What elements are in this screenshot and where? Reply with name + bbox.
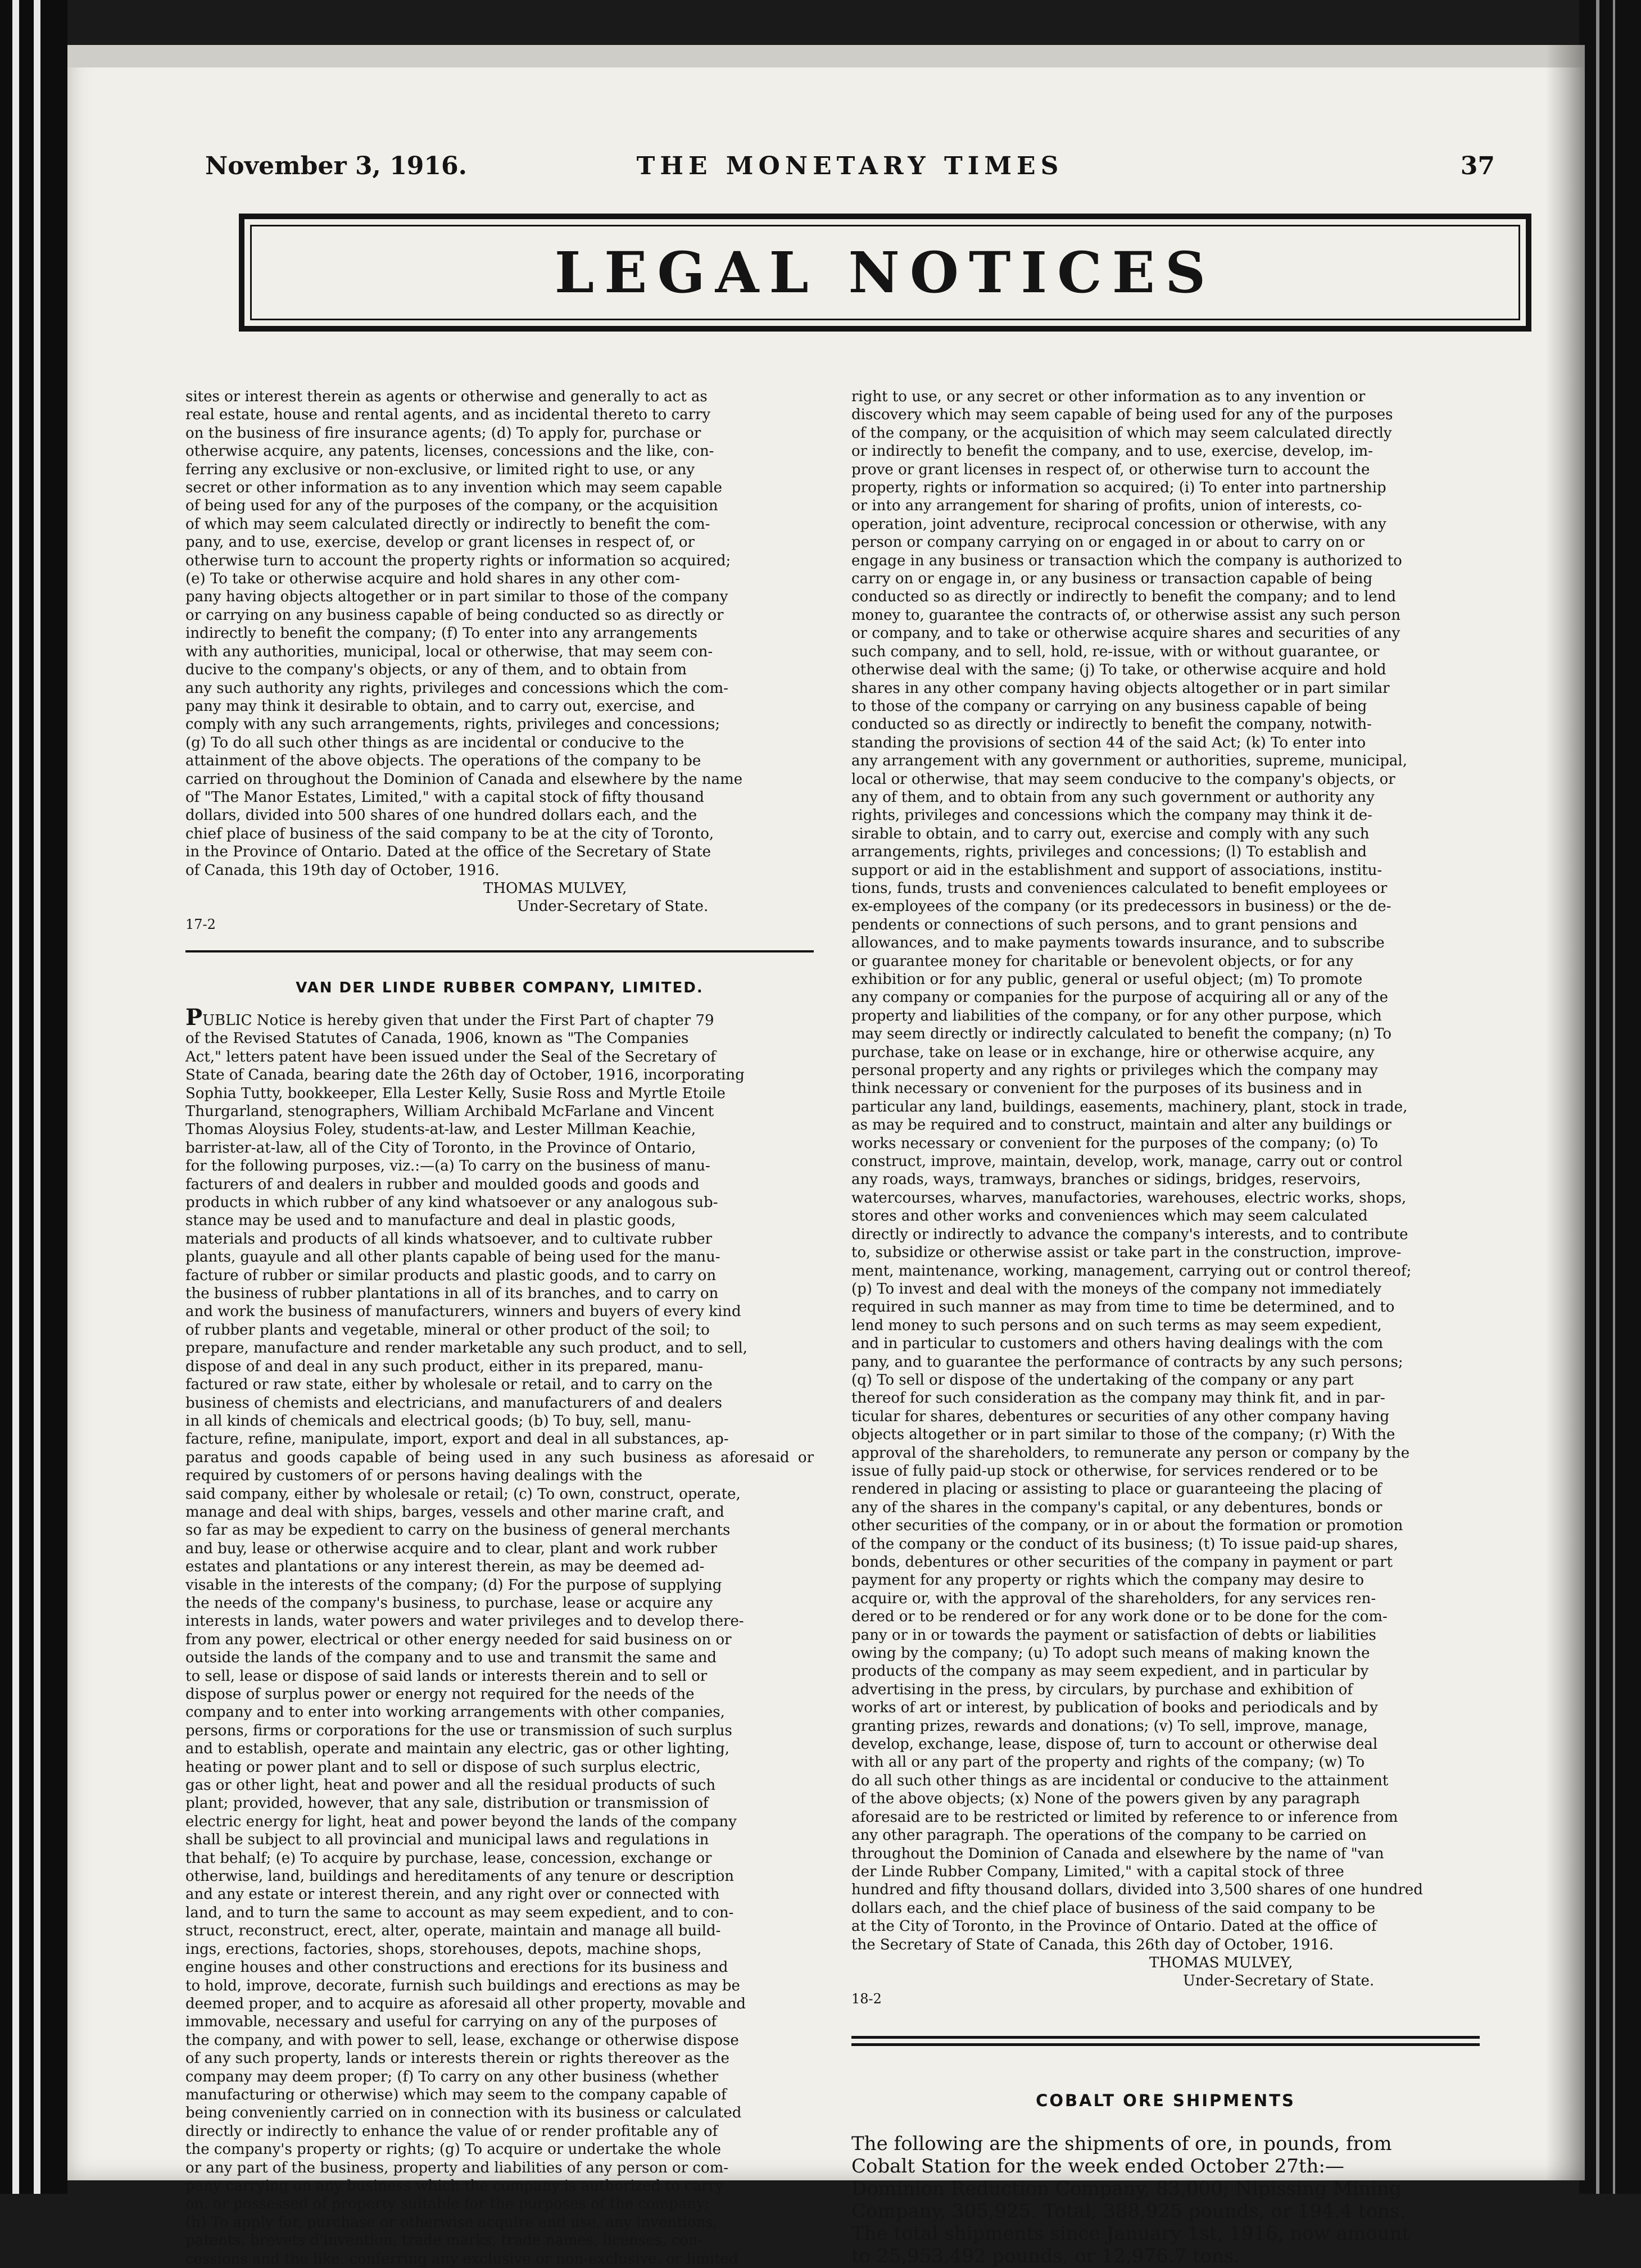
article-body-text: The following are the shipments of ore, in pounds, from Cobalt Station for the week ended October 27th:— Dominion Reduction Company, 83,000; Nipissing Mining Company, 305,925. Total, 388,925 pounds, or 194.4 tons. The total shipments since January 1st, 1916, now amount to 25,953,492 pounds, or 12,976.7 tons. xyxy=(851,2132,1410,2267)
notice-body-text: PUBLIC Notice is hereby given that under the First Part of chapter 79 of the Revised Statutes of Canada, 1906, known as "The Companies Act," letters patent have been issued under the Seal of the Secretary of State of Canada, bearing date the 26th day of October, 1916, incorporating Sophia Tutty, bookkeeper, Ella Lester Kelly, Susie Ross and Myrtle Etoile Thurgarland, stenographers, William Archibald McFarlane and Vincent Thomas Aloysius Foley, students-at-law, and Lester Millman Keachie, barrister-at-law, all of the City of Toronto, in the Province of Ontario, for the following purposes, viz.:—(a) To carry on the business of manu- facturers of and dealers in rubber and moulded goods and goods and products in which rubber of any kind whatsoever or any analogous sub- stance may be used and to manufacture and deal in plastic goods, materials and products of all kinds whatsoever, and to cultivate rubber plants, guayule and all other plants capable of being used for the manu- facture of rubber or similar products and plastic goods, and to carry on the business of rubber plantations in all of its branches, and to carry on and work the business of manufacturers, winners and buyers of every kind of rubber plants and vegetable, mineral or other product of the soil; to prepare, manufacture and render marketable any such product, and to sell, dispose of and deal in any such product, either in its prepared, manu- factured or raw state, either by wholesale or retail, and to carry on the business of chemists and electricians, and manufacturers of and dealers in all kinds of chemicals and electrical goods; (b) To buy, sell, manu- facture, refine, manipulate, import, export and deal in all substances, ap- paratus and goods capable of being used in any such business as aforesaid or required by customers of or persons having dealings with the said company, either by wholesale or retail; (c) To own, construct, operate, manage and deal with ships, barges, vessels and other marine craft, and so far as may be expedient to carry on the business of general merchants and buy, lease or otherwise acquire and to clear, plant and work rubber estates and plantations or any interest therein, as may be deemed ad- visable in the interests of the company; (d) For the purpose of supplying the needs of the company's business, to purchase, lease or acquire any interests in lands, water powers and water privileges and to develop there- from any power, electrical or other energy needed for said business on or outside the lands of the company and to use and transmit the same and to sell, lease or dispose of said lands or interests therein and to sell or dispose of surplus power or energy not required for the needs of the company and to enter into working arrangements with other companies, persons, firms or corporations for the use or transmission of such surplus and to establish, operate and maintain any electric, gas or other lighting, heating or power plant and to sell or dispose of such surplus electric, gas or other light, heat and power and all the residual products of such plant; provided, however, that any sale, distribution or transmission of electric energy for light, heat and power beyond the lands of the company shall be subject to all provincial and municipal laws and regulations in that behalf; (e) To acquire by purchase, lease, concession, exchange or otherwise, land, buildings and hereditaments of any tenure or description and any estate or interest therein, and any right over or connected with land, and to turn the same to account as may seem expedient, and to con- struct, reconstruct, erect, alter, operate, maintain and manage all build- ings, erections, factories, shops, storehouses, depots, machine shops, engine houses and other constructions and erections for its business and to hold, improve, decorate, furnish such buildings and erections as may be deemed proper, and to acquire as aforesaid all other property, movable and immovable, necessary and useful for carrying on any of the purposes of the company, and with power to sell, lease, exchange or otherwise dispose of any such property, lands or interests therein or rights thereover as the company may deem proper; (f) To carry on any other business (whether manufacturing or otherwise) which may seem to the company capable of being conveniently carried on in connection with its business or calculated directly or indirectly to enhance the value of or render profitable any of the company's property or rights; (g) To acquire or undertake the whole or any part of the business, property and liabilities of any person or com- pany carrying on any business which the company is authorized to carry on, or possessed of property suitable for the purposes of the company; (h) To apply for, purchase or otherwise acquire and use, any inventions, patents, brevets d'invention, trade marks, trade names, licenses, con- cessions and the like, conferring any exclusive or non-exclusive, or limited xyxy=(185,1004,814,2267)
signature-block xyxy=(851,1954,1480,2008)
section-banner xyxy=(239,214,1531,332)
right-column xyxy=(851,388,1480,2267)
binding-stripe xyxy=(1613,0,1615,2194)
notice-reference: 17-2 xyxy=(185,916,216,932)
signature-name: THOMAS MULVEY, xyxy=(1149,1954,1293,1971)
binding-stripe xyxy=(1596,0,1599,2194)
newspaper-page xyxy=(67,45,1585,2267)
issue-date: November 3, 1916. xyxy=(205,152,467,180)
signature-title: Under-Secretary of State. xyxy=(517,897,709,915)
divider-rule xyxy=(185,950,814,952)
book-binding-left xyxy=(0,0,67,2194)
page-gutter-shadow xyxy=(1545,45,1585,2180)
page-number: 37 xyxy=(1460,152,1495,180)
binding-stripe xyxy=(34,0,40,2194)
notice-continued-text: sites or interest therein as agents or otherwise and generally to act as real estate, house and rental agents, and as incidental thereto to carry on the business of fire insurance agents; (d) To apply for, purchase or otherwise acquire, any patents, licenses, concessions and the like, con- ferring any exclusive or non-exclusive, or limited right to use, or any secret or other information as to any invention which may seem capable of being used for any of the purposes of the company, or the acquisition of which may seem calculated directly or indirectly to benefit the com- pany, and to use, exercise, develop or grant licenses in respect of, or otherwise turn to account the property rights or information so acquired; (e) To take or otherwise acquire and hold shares in any other com- pany having objects altogether or in part similar to those of the company or carrying on any business capable of being conducted so as directly or indirectly to benefit the company; (f) To enter into any arrangements with any authorities, municipal, local or otherwise, that may seem con- ducive to the company's objects, or any of them, and to obtain from any such authority any rights, privileges and concessions which the com- pany may think it desirable to obtain, and to carry out, exercise, and comply with any such arrangements, rights, privileges and concessions; (g) To do all such other things as are incidental or conducive to the attainment of the above objects. The operations of the company to be carried on throughout the Dominion of Canada and elsewhere by the name of "The Manor Estates, Limited," with a capital stock of fifty thousand dollars, divided into 500 shares of one hundred dollars each, and the chief place of business of the said company to be at the city of Toronto, in the Province of Ontario. Dated at the office of the Secretary of State of Canada, this 19th day of October, 1916. xyxy=(185,388,743,879)
signature-block xyxy=(185,879,814,933)
section-title: LEGAL NOTICES xyxy=(554,239,1216,306)
article-heading: COBALT ORE SHIPMENTS xyxy=(1036,2090,1295,2110)
double-divider-rule xyxy=(851,2036,1480,2046)
signature-name: THOMAS MULVEY, xyxy=(483,879,627,897)
book-binding-right xyxy=(1579,0,1641,2194)
banner-inner-frame xyxy=(250,225,1520,320)
page-top-edge xyxy=(67,45,1585,67)
left-column xyxy=(185,388,814,2268)
notice-continued-text: right to use, or any secret or other information as to any invention or discovery which may seem capable of being used for any of the purposes of the company, or the acquisition of which may seem calculated directly or indirectly to benefit the company, and to use, exercise, develop, im- prove or grant licenses in respect of, or otherwise turn to account the property, rights or information so acquired; (i) To enter into partnership or into any arrangement for sharing of profits, union of interests, co- operation, joint adventure, reciprocal concession or otherwise, with any person or company carrying on or engaged in or about to carry on or engage in any business or transaction which the company is authorized to carry on or engage in, or any business or transaction capable of being conducted so as directly or indirectly to benefit the company; and to lend money to, guarantee the contracts of, or otherwise assist any such person or company, and to take or otherwise acquire shares and securities of any such company, and to sell, hold, re-issue, with or without guarantee, or otherwise deal with the same; (j) To take, or otherwise acquire and hold shares in any other company having objects altogether or in part similar to those of the company or carrying on any business capable of being conducted so as directly or indirectly to benefit the company, notwith- standing the provisions of section 44 of the said Act; (k) To enter into any arrangement with any government or authorities, supreme, municipal, local or otherwise, that may seem conducive to the company's objects, or any of them, and to obtain from any such government or authority any rights, privileges and concessions which the company may think it de- sirable to obtain, and to carry out, exercise and comply with any such arrangements, rights, privileges and concessions; (l) To establish and support or aid in the establishment and support of associations, institu- tions, funds, trusts and conveniences calculated to benefit employees or ex-employees of the company (or its predecessors in business) or the de- pendents or connections of such persons, and to grant pensions and allowances, and to make payments towards insurance, and to subscribe or guarantee money for charitable or benevolent objects, or for any exhibition or for any public, general or useful object; (m) To promote any company or companies for the purpose of acquiring all or any of the property and liabilities of the company, or for any other purpose, which may seem directly or indirectly calculated to benefit the company; (n) To purchase, take on lease or in exchange, hire or otherwise acquire, any personal property and any rights or privileges which the company may think necessary or convenient for the purposes of its business and in particular any land, buildings, easements, machinery, plant, stock in trade, as may be required and to construct, maintain and alter any buildings or works necessary or convenient for the purposes of the company; (o) To construct, improve, maintain, develop, work, manage, carry out or control any roads, ways, tramways, branches or sidings, bridges, reservoirs, watercourses, wharves, manufactories, warehouses, electric works, shops, stores and other works and conveniences which may seem calculated directly or indirectly to advance the company's interests, and to contribute to, subsidize or otherwise assist or take part in the construction, improve- ment, maintenance, working, management, carrying out or control thereof; (p) To invest and deal with the moneys of the company not immediately required in such manner as may from time to time be determined, and to lend money to such persons and on such terms as may seem expedient, and in particular to customers and others having dealings with the com pany, and to guarantee the performance of contracts by any such persons; (q) To sell or dispose of the undertaking of the company or any part thereof for such consideration as the company may think fit, and in par- ticular for shares, debentures or securities of any other company having objects altogether or in part similar to those of the company; (r) With the approval of the shareholders, to remunerate any person or company by the issue of fully paid-up stock or otherwise, for services rendered or to be rendered in placing or assisting to place or guaranteeing the placing of any of the shares in the company's capital, or any debentures, bonds or other securities of the company, or in or about the formation or promotion of the company or the conduct of its business; (t) To issue paid-up shares, bonds, debentures or other securities of the company in payment or part payment for any property or rights which the company may desire to acquire or, with the approval of the shareholders, for any services ren- dered or to be rendered or for any work done or to be done for the com- pany or in or towards the payment or satisfaction of debts or liabilities owing by the company; (u) To adopt such means of making known the products of the company as may seem expedient, and in particular by advertising in the press, by circulars, by purchase and exhibition of works of art or interest, by publication of books and periodicals and by granting prizes, rewards and donations; (v) To sell, improve, manage, develop, exchange, lease, dispose of, turn to account or otherwise deal with all or any part of the property and rights of the company; (w) To do all such other things as are incidental or conducive to the attainment of the above objects; (x) None of the powers given by any paragraph aforesaid are to be restricted or limited by reference to or inference from any other paragraph. The operations of the company to be carried on throughout the Dominion of Canada and elsewhere by the name of "van der Linde Rubber Company, Limited," with a capital stock of three hundred and fifty thousand dollars, divided into 3,500 shares of one hundred dollars each, and the chief place of business of the said company to be at the City of Toronto, in the Province of Ontario. Dated at the office of the Secretary of State of Canada, this 26th day of October, 1916. xyxy=(851,388,1423,1953)
notice-reference: 18-2 xyxy=(851,1990,882,2007)
signature-title: Under-Secretary of State. xyxy=(1183,1972,1375,1989)
page-header xyxy=(205,152,1495,197)
publication-title: THE MONETARY TIMES xyxy=(636,152,1064,180)
binding-stripe xyxy=(12,0,19,2194)
notice-heading: VAN DER LINDE RUBBER COMPANY, LIMITED. xyxy=(296,979,704,996)
